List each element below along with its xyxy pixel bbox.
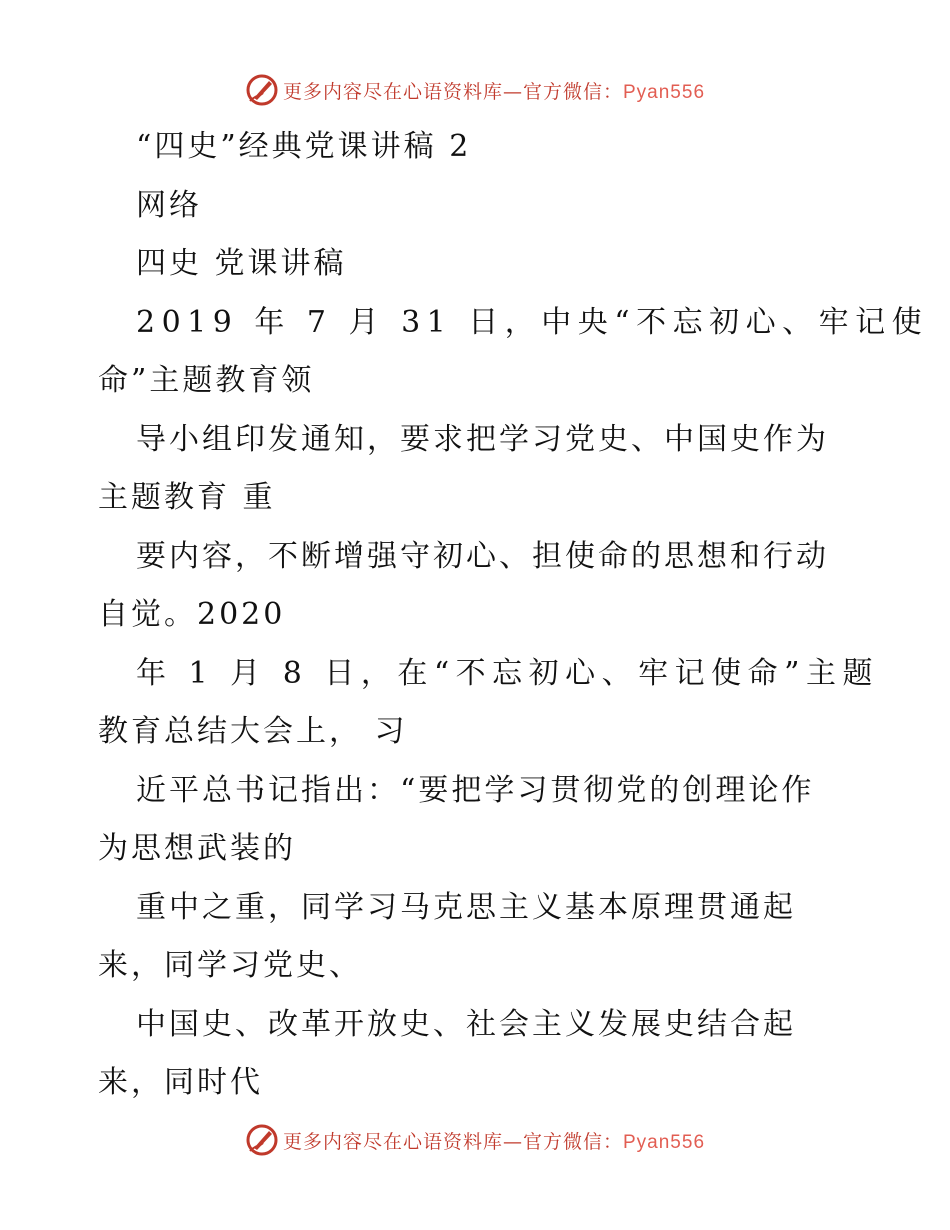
doc-line: 来，同时代: [98, 1065, 263, 1100]
footer-banner: [0, 1120, 950, 1160]
doc-line: 年 1 月 8 日，在“不忘初心、牢记使命”主题: [136, 655, 879, 691]
document-body: [98, 118, 929, 1113]
doc-line: 导小组印发通知，要求把学习党史、中国史作为: [136, 421, 829, 457]
footer-text: 更多内容尽在心语资料库—官方微信：Pyan556: [282, 1130, 706, 1153]
quill-logo-icon: [245, 73, 279, 107]
doc-line: 来，同学习党史、: [98, 948, 362, 983]
header-text: 更多内容尽在心语资料库—官方微信：Pyan556: [282, 80, 706, 103]
doc-line: 要内容，不断增强守初心、担使命的思想和行动: [136, 538, 829, 574]
doc-source: 网络: [136, 187, 202, 223]
doc-line: 自觉。2020: [98, 597, 286, 632]
doc-line: 教育总结大会上， 习: [98, 714, 408, 749]
doc-line: 近平总书记指出：“要把学习贯彻党的创理论作: [136, 772, 815, 808]
doc-line: 命”主题教育领: [98, 363, 315, 398]
quill-logo-icon: [245, 1123, 279, 1157]
doc-line: 2019 年 7 月 31 日，中央“不忘初心、牢记使: [136, 304, 929, 340]
doc-tags: 四史 党课讲稿: [136, 246, 347, 281]
doc-line: 重中之重，同学习马克思主义基本原理贯通起: [136, 889, 796, 925]
doc-line: 为思想武装的: [98, 831, 296, 866]
footer-brand: Pyan556: [623, 1131, 706, 1153]
doc-line: 中国史、改革开放史、社会主义发展史结合起: [136, 1006, 796, 1042]
header-banner: [0, 70, 950, 110]
doc-title: “四史”经典党课讲稿 2: [136, 129, 472, 164]
header-brand: Pyan556: [623, 81, 706, 103]
doc-line: 主题教育 重: [98, 480, 276, 515]
